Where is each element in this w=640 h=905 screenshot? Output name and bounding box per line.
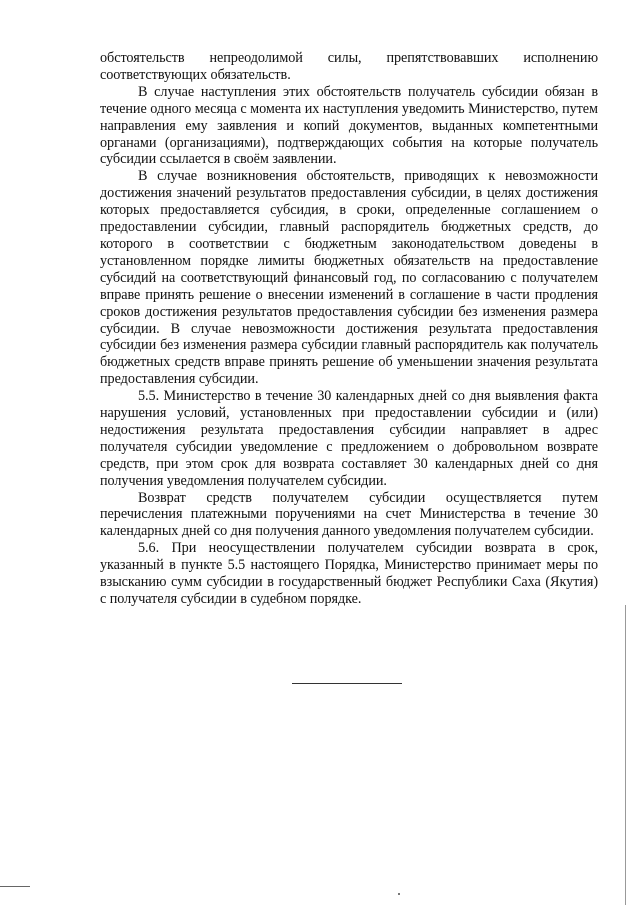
- paragraph-notification-obligation: В случае наступления этих обстоятельств получатель субсидии обязан в течение одного месяца с момента их наступления уведомить Министерство, путем направления ему заявления и копий документов, выданных компетентными органами (организациями), подтверждающих события на которые получатель субсидии ссылается в своём заявлении.: [100, 83, 598, 168]
- end-separator-line: [292, 683, 402, 684]
- scan-artifact-line: [0, 886, 30, 887]
- paragraph-clause-5-5: 5.5. Министерство в течение 30 календарных дней со дня выявления факта нарушения условий, установленных при предоставлении субсидии и (или) недостижения результата предоставления субсидии направляет в адрес получателя субсидии уведомление с предложением о добровольном возврате средств, при этом срок для возврата составляет 30 календарных дней со дня получения уведомления получателем субсидии.: [100, 388, 598, 489]
- scan-artifact-speck: [398, 893, 400, 895]
- paragraph-clause-5-6: 5.6. При неосуществлении получателем субсидии возврата в срок, указанный в пункте 5.5 настоящего Порядка, Министерство принимает меры по взысканию сумм субсидии в государственный бюджет Республики Саха (Якутия) с получателя субсидии в судебном порядке.: [100, 540, 598, 607]
- paragraph-force-majeure-continuation: обстоятельств непреодолимой силы, препятствовавших исполнению соответствующих обязательств.: [100, 50, 598, 83]
- document-body: [100, 50, 598, 608]
- paragraph-impossibility-of-results: В случае возникновения обстоятельств, приводящих к невозможности достижения значений результатов предоставления субсидии, в целях достижения которых предоставляется субсидия, в сроки, определенные соглашением о предоставлении субсидии, главный распорядитель бюджетных средств, до которого в соответствии с бюджетным законодательством доведены в установленном порядке лимиты бюджетных обязательств на предоставление субсидий на соответствующий финансовый год, по согласованию с получателем вправе принять решение о внесении изменений в соглашение в части продления сроков достижения результатов предоставления субсидии без изменения размера субсидии. В случае невозможности достижения результата предоставления субсидии без изменения размера субсидии главный распорядитель как получатель бюджетных средств вправе принять решение об уменьшении значения результата предоставления субсидии.: [100, 168, 598, 388]
- paragraph-funds-return: Возврат средств получателем субсидии осуществляется путем перечисления платежными поручениями на счет Министерства в течение 30 календарных дней со дня получения данного уведомления получателем субсидии.: [100, 489, 598, 540]
- scan-artifact-edge: [625, 605, 626, 905]
